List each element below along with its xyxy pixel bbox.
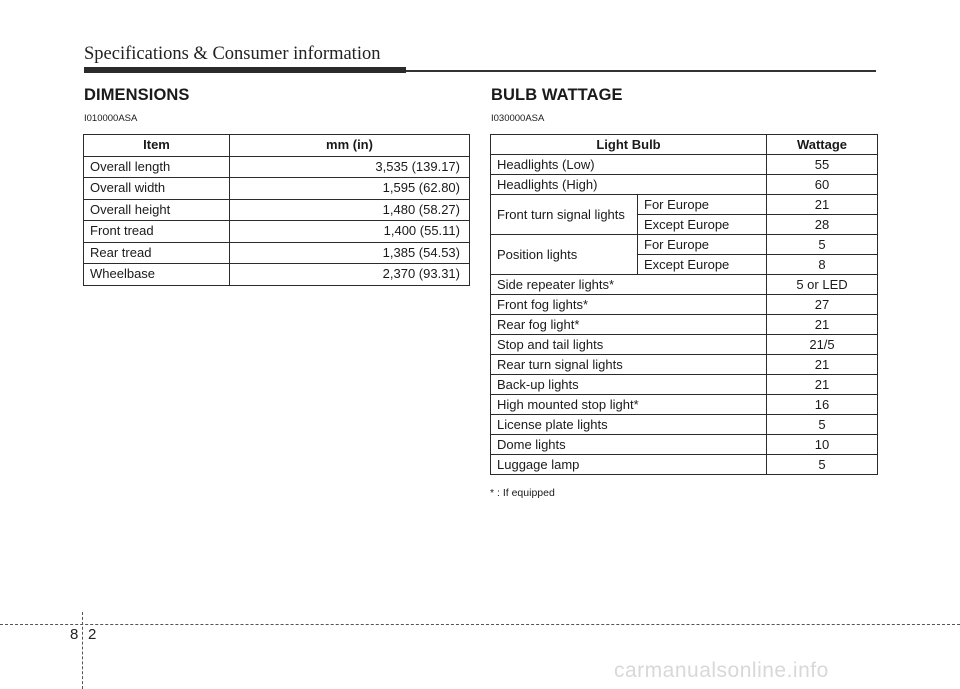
table-row <box>491 315 878 335</box>
header-title: Specifications & Consumer information <box>84 44 381 64</box>
table-row <box>491 375 878 395</box>
table-row <box>491 275 878 295</box>
bulb-value: 21 <box>767 315 878 335</box>
dim-value: 3,535 (139.17) <box>230 156 470 178</box>
bulb-label: Front turn signal lights <box>491 195 638 235</box>
col-header-item: Item <box>84 135 230 157</box>
dim-value: 2,370 (93.31) <box>230 264 470 286</box>
bulb-wattage-code: I030000ASA <box>491 113 545 124</box>
table-row <box>491 175 878 195</box>
bulb-label: High mounted stop light* <box>491 395 767 415</box>
col-header-light-bulb: Light Bulb <box>491 135 767 155</box>
dim-value: 1,400 (55.11) <box>230 221 470 243</box>
bulb-value: 8 <box>767 255 878 275</box>
dimensions-code: I010000ASA <box>84 113 138 124</box>
table-row <box>491 335 878 355</box>
dim-value: 1,595 (62.80) <box>230 178 470 200</box>
table-header-row <box>491 135 878 155</box>
bulb-label: Side repeater lights* <box>491 275 767 295</box>
bulb-value: 5 <box>767 455 878 475</box>
page-number: 2 <box>88 626 97 643</box>
table-row <box>491 455 878 475</box>
bulb-wattage-table <box>490 134 878 475</box>
bulb-label: Position lights <box>491 235 638 275</box>
bulb-label: Front fog lights* <box>491 295 767 315</box>
dim-item: Overall length <box>84 156 230 178</box>
bulb-value: 55 <box>767 155 878 175</box>
bulb-label: Headlights (Low) <box>491 155 767 175</box>
bulb-sublabel: Except Europe <box>638 255 767 275</box>
bulb-label: Rear fog light* <box>491 315 767 335</box>
chapter-number: 8 <box>70 626 79 643</box>
table-row <box>84 199 470 221</box>
dim-item: Overall height <box>84 199 230 221</box>
table-row <box>84 178 470 200</box>
bulb-label: Rear turn signal lights <box>491 355 767 375</box>
footer-page-divider <box>82 612 83 689</box>
dimensions-title: DIMENSIONS <box>84 86 190 104</box>
bulb-value: 5 or LED <box>767 275 878 295</box>
header-bar <box>84 67 406 73</box>
header-rule <box>406 70 876 72</box>
table-row <box>84 242 470 264</box>
bulb-value: 28 <box>767 215 878 235</box>
dimensions-table <box>83 134 470 286</box>
dim-item: Rear tread <box>84 242 230 264</box>
bulb-label: License plate lights <box>491 415 767 435</box>
bulb-sublabel: Except Europe <box>638 215 767 235</box>
bulb-value: 27 <box>767 295 878 315</box>
dim-value: 1,385 (54.53) <box>230 242 470 264</box>
table-row <box>491 395 878 415</box>
table-row <box>491 195 878 215</box>
footnote: * : If equipped <box>490 487 555 499</box>
bulb-value: 21 <box>767 375 878 395</box>
bulb-value: 21 <box>767 195 878 215</box>
bulb-label: Back-up lights <box>491 375 767 395</box>
watermark: carmanualsonline.info <box>614 659 829 682</box>
bulb-label: Stop and tail lights <box>491 335 767 355</box>
col-header-wattage: Wattage <box>767 135 878 155</box>
table-row <box>491 155 878 175</box>
table-row <box>84 264 470 286</box>
bulb-value: 5 <box>767 235 878 255</box>
dim-item: Front tread <box>84 221 230 243</box>
bulb-wattage-title: BULB WATTAGE <box>491 86 623 104</box>
table-row <box>491 295 878 315</box>
bulb-label: Dome lights <box>491 435 767 455</box>
table-row <box>84 221 470 243</box>
bulb-label: Headlights (High) <box>491 175 767 195</box>
footer-divider <box>0 624 960 625</box>
bulb-sublabel: For Europe <box>638 195 767 215</box>
dim-item: Overall width <box>84 178 230 200</box>
bulb-sublabel: For Europe <box>638 235 767 255</box>
bulb-value: 5 <box>767 415 878 435</box>
table-row <box>491 235 878 255</box>
table-header-row <box>84 135 470 157</box>
bulb-label: Luggage lamp <box>491 455 767 475</box>
table-row <box>491 415 878 435</box>
col-header-mm: mm (in) <box>230 135 470 157</box>
bulb-value: 21 <box>767 355 878 375</box>
table-row <box>491 435 878 455</box>
dim-item: Wheelbase <box>84 264 230 286</box>
table-row <box>491 355 878 375</box>
bulb-value: 16 <box>767 395 878 415</box>
table-row <box>84 156 470 178</box>
bulb-value: 10 <box>767 435 878 455</box>
bulb-value: 60 <box>767 175 878 195</box>
bulb-value: 21/5 <box>767 335 878 355</box>
dim-value: 1,480 (58.27) <box>230 199 470 221</box>
